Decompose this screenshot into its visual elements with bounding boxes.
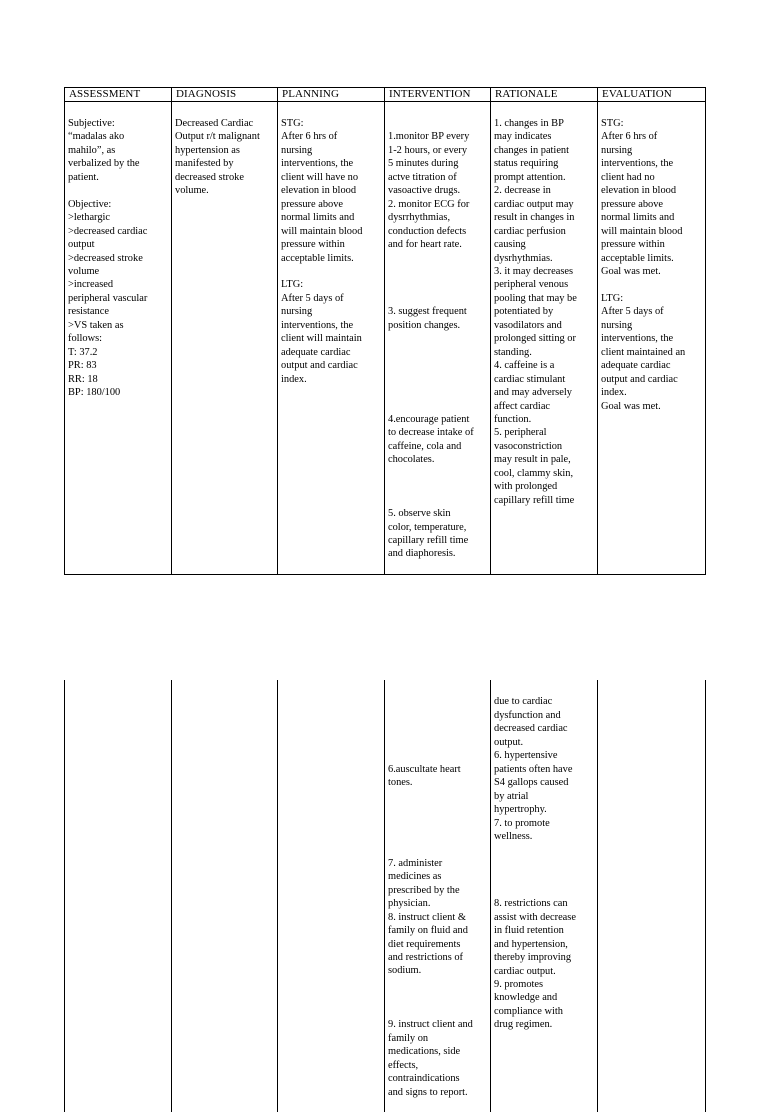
intervention-item-3: 3. suggest frequent position changes. xyxy=(388,306,467,331)
intervention-cell-continued xyxy=(385,680,491,1112)
header-evaluation: EVALUATION xyxy=(598,88,706,102)
evaluation-cell-continued xyxy=(598,680,706,1112)
diagnosis-cell xyxy=(172,102,278,575)
rationale-cell xyxy=(491,102,598,575)
intervention-items-1-2: 1.monitor BP every 1-2 hours, or every 5 minutes during actve titration of vasoactive drugs. 2. monitor ECG for dysrrhythmias, conduction defects and for heart rate. xyxy=(388,131,470,251)
intervention-text xyxy=(385,102,490,574)
header-assessment: ASSESSMENT xyxy=(65,88,172,102)
rationale-items-8-9: 8. restrictions can assist with decrease in fluid retention and hypertension, thereby improving cardiac output. 9. promotes knowledge and compliance with drug regimen. xyxy=(494,898,576,1031)
header-row xyxy=(65,88,706,102)
header-intervention: INTERVENTION xyxy=(385,88,491,102)
intervention-item-5: 5. observe skin color, temperature, capillary refill time and diaphoresis. xyxy=(388,508,469,560)
assessment-cell-continued xyxy=(65,680,172,1112)
evaluation-cell xyxy=(598,102,706,575)
intervention-item-9: 9. instruct client and family on medications, side effects, contraindications and signs to report. xyxy=(388,1019,473,1098)
diagnosis-cell-continued xyxy=(172,680,278,1112)
header-rationale: RATIONALE xyxy=(491,88,598,102)
table-row xyxy=(65,102,706,575)
assessment-cell xyxy=(65,102,172,575)
header-diagnosis: DIAGNOSIS xyxy=(172,88,278,102)
intervention-items-7-8: 7. administer medicines as prescribed by the physician. 8. instruct client & family on fluid and diet requirements and restrictions of sodium. xyxy=(388,857,468,977)
diagnosis-text: Decreased Cardiac Output r/t malignant hypertension as manifested by decreased stroke volume. xyxy=(175,118,260,197)
intervention-text-continued xyxy=(385,680,490,1112)
assessment-text: Subjective: “madalas ako mahilo”, as verbalized by the patient. Objective: >lethargic >decreased cardiac output >decreased stroke volume >increased peripheral vascular resistance >VS taken as follows: T: 37.2 PR: 83 RR: 18 BP: 180/100 xyxy=(68,118,148,399)
rationale-cell-continued xyxy=(491,680,598,1112)
table-row xyxy=(65,680,706,1112)
rationale-text: 1. changes in BP may indicates changes in patient status requiring prompt attention. 2. decrease in cardiac output may result in changes in cardiac perfusion causing dysrhythmias. 3. it may decreases peripheral venous pooling that may be potentiated by vasodilators and prolonged sitting or standing. 4. caffeine is a cardiac stimulant and may adversely affect cardiac function. 5. peripheral vasoconstriction may result in pale, cool, clammy skin, with prolonged capillary refill time xyxy=(494,118,577,506)
care-plan-table-page-1 xyxy=(64,87,706,575)
planning-cell-continued xyxy=(278,680,385,1112)
planning-text: STG: After 6 hrs of nursing interventions, the client will have no elevation in blood pressure above normal limits and will maintain blood pressure within acceptable limits. LTG: After 5 days of nursing interventions, the client will maintain adequate cardiac output and cardiac index. xyxy=(281,118,363,385)
intervention-cell xyxy=(385,102,491,575)
intervention-item-6: 6.auscultate heart tones. xyxy=(388,763,461,789)
rationale-items-5-7: due to cardiac dysfunction and decreased cardiac output. 6. hypertensive patients often have S4 gallops caused by atrial hypertrophy. 7. to promote wellness. xyxy=(494,696,573,842)
rationale-text-continued xyxy=(491,680,597,1045)
planning-cell xyxy=(278,102,385,575)
evaluation-text: STG: After 6 hrs of nursing interventions, the client had no elevation in blood pressure above normal limits and will maintain blood pressure within acceptable limits. Goal was met. LTG: After 5 days of nursing interventions, the client maintained an adequate cardiac output and cardiac index. Goal was met. xyxy=(601,118,686,412)
intervention-item-4: 4.encourage patient to decrease intake of caffeine, cola and chocolates. xyxy=(388,413,474,466)
care-plan-table-page-2 xyxy=(64,680,706,1112)
header-planning: PLANNING xyxy=(278,88,385,102)
